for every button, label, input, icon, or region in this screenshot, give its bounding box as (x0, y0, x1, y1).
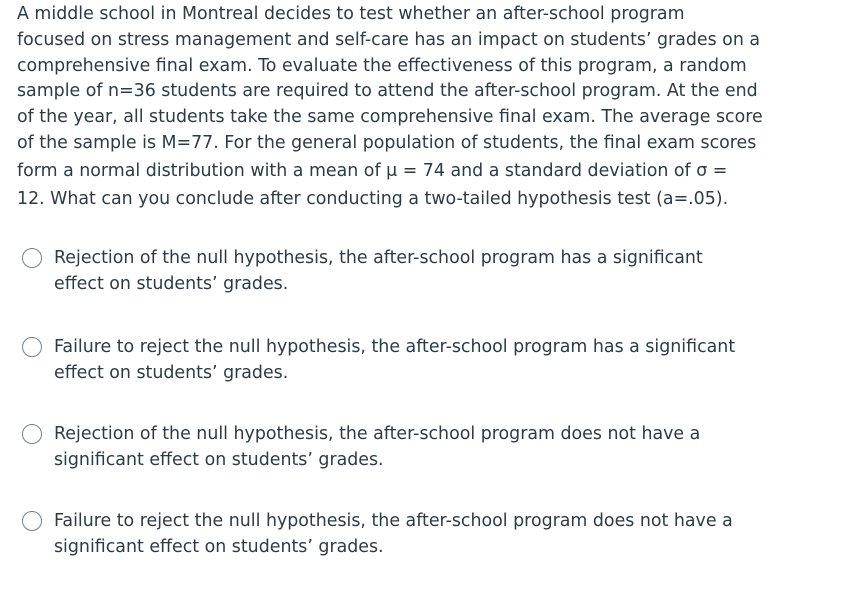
question-line: of the sample is M=77. For the general population of students, the final exam scores (17, 132, 757, 153)
radio-button-4[interactable] (22, 511, 42, 531)
question-text (17, 2, 842, 213)
answer-line: Failure to reject the null hypothesis, the after-school program does not have a (54, 511, 733, 531)
answer-line: effect on students’ grades. (54, 273, 289, 294)
answer-line: significant effect on students’ grades. (54, 536, 384, 557)
answer-line: Rejection of the null hypothesis, the after-school program does not have a (54, 424, 701, 444)
question-line: form a normal distribution with a mean of μ = 74 and a standard deviation of σ = (17, 160, 728, 181)
answer-line: Rejection of the null hypothesis, the after-school program has a significant (54, 248, 703, 268)
question-line: focused on stress management and self-care has an impact on students’ grades on a (17, 29, 761, 50)
answer-line: effect on students’ grades. (54, 362, 289, 383)
question-line: sample of n=36 students are required to attend the after-school program. At the end (17, 81, 758, 102)
answer-label-3[interactable] (54, 422, 829, 473)
answer-label-4[interactable] (54, 509, 829, 560)
question-line: comprehensive final exam. To evaluate the effectiveness of this program, a random (17, 55, 747, 76)
question-line: of the year, all students take the same comprehensive final exam. The average score (17, 107, 763, 128)
radio-button-1[interactable] (22, 248, 42, 268)
question-line: 12. What can you conclude after conducting a two-tailed hypothesis test (a=.05). (17, 188, 729, 209)
answer-label-2[interactable] (54, 335, 829, 386)
radio-button-3[interactable] (22, 424, 42, 444)
radio-button-2[interactable] (22, 337, 42, 357)
answer-line: significant effect on students’ grades. (54, 449, 384, 470)
question-line: A middle school in Montreal decides to test whether an after-school program (17, 4, 685, 24)
answer-label-1[interactable] (54, 246, 829, 297)
answer-line: Failure to reject the null hypothesis, the after-school program has a significant (54, 337, 736, 357)
